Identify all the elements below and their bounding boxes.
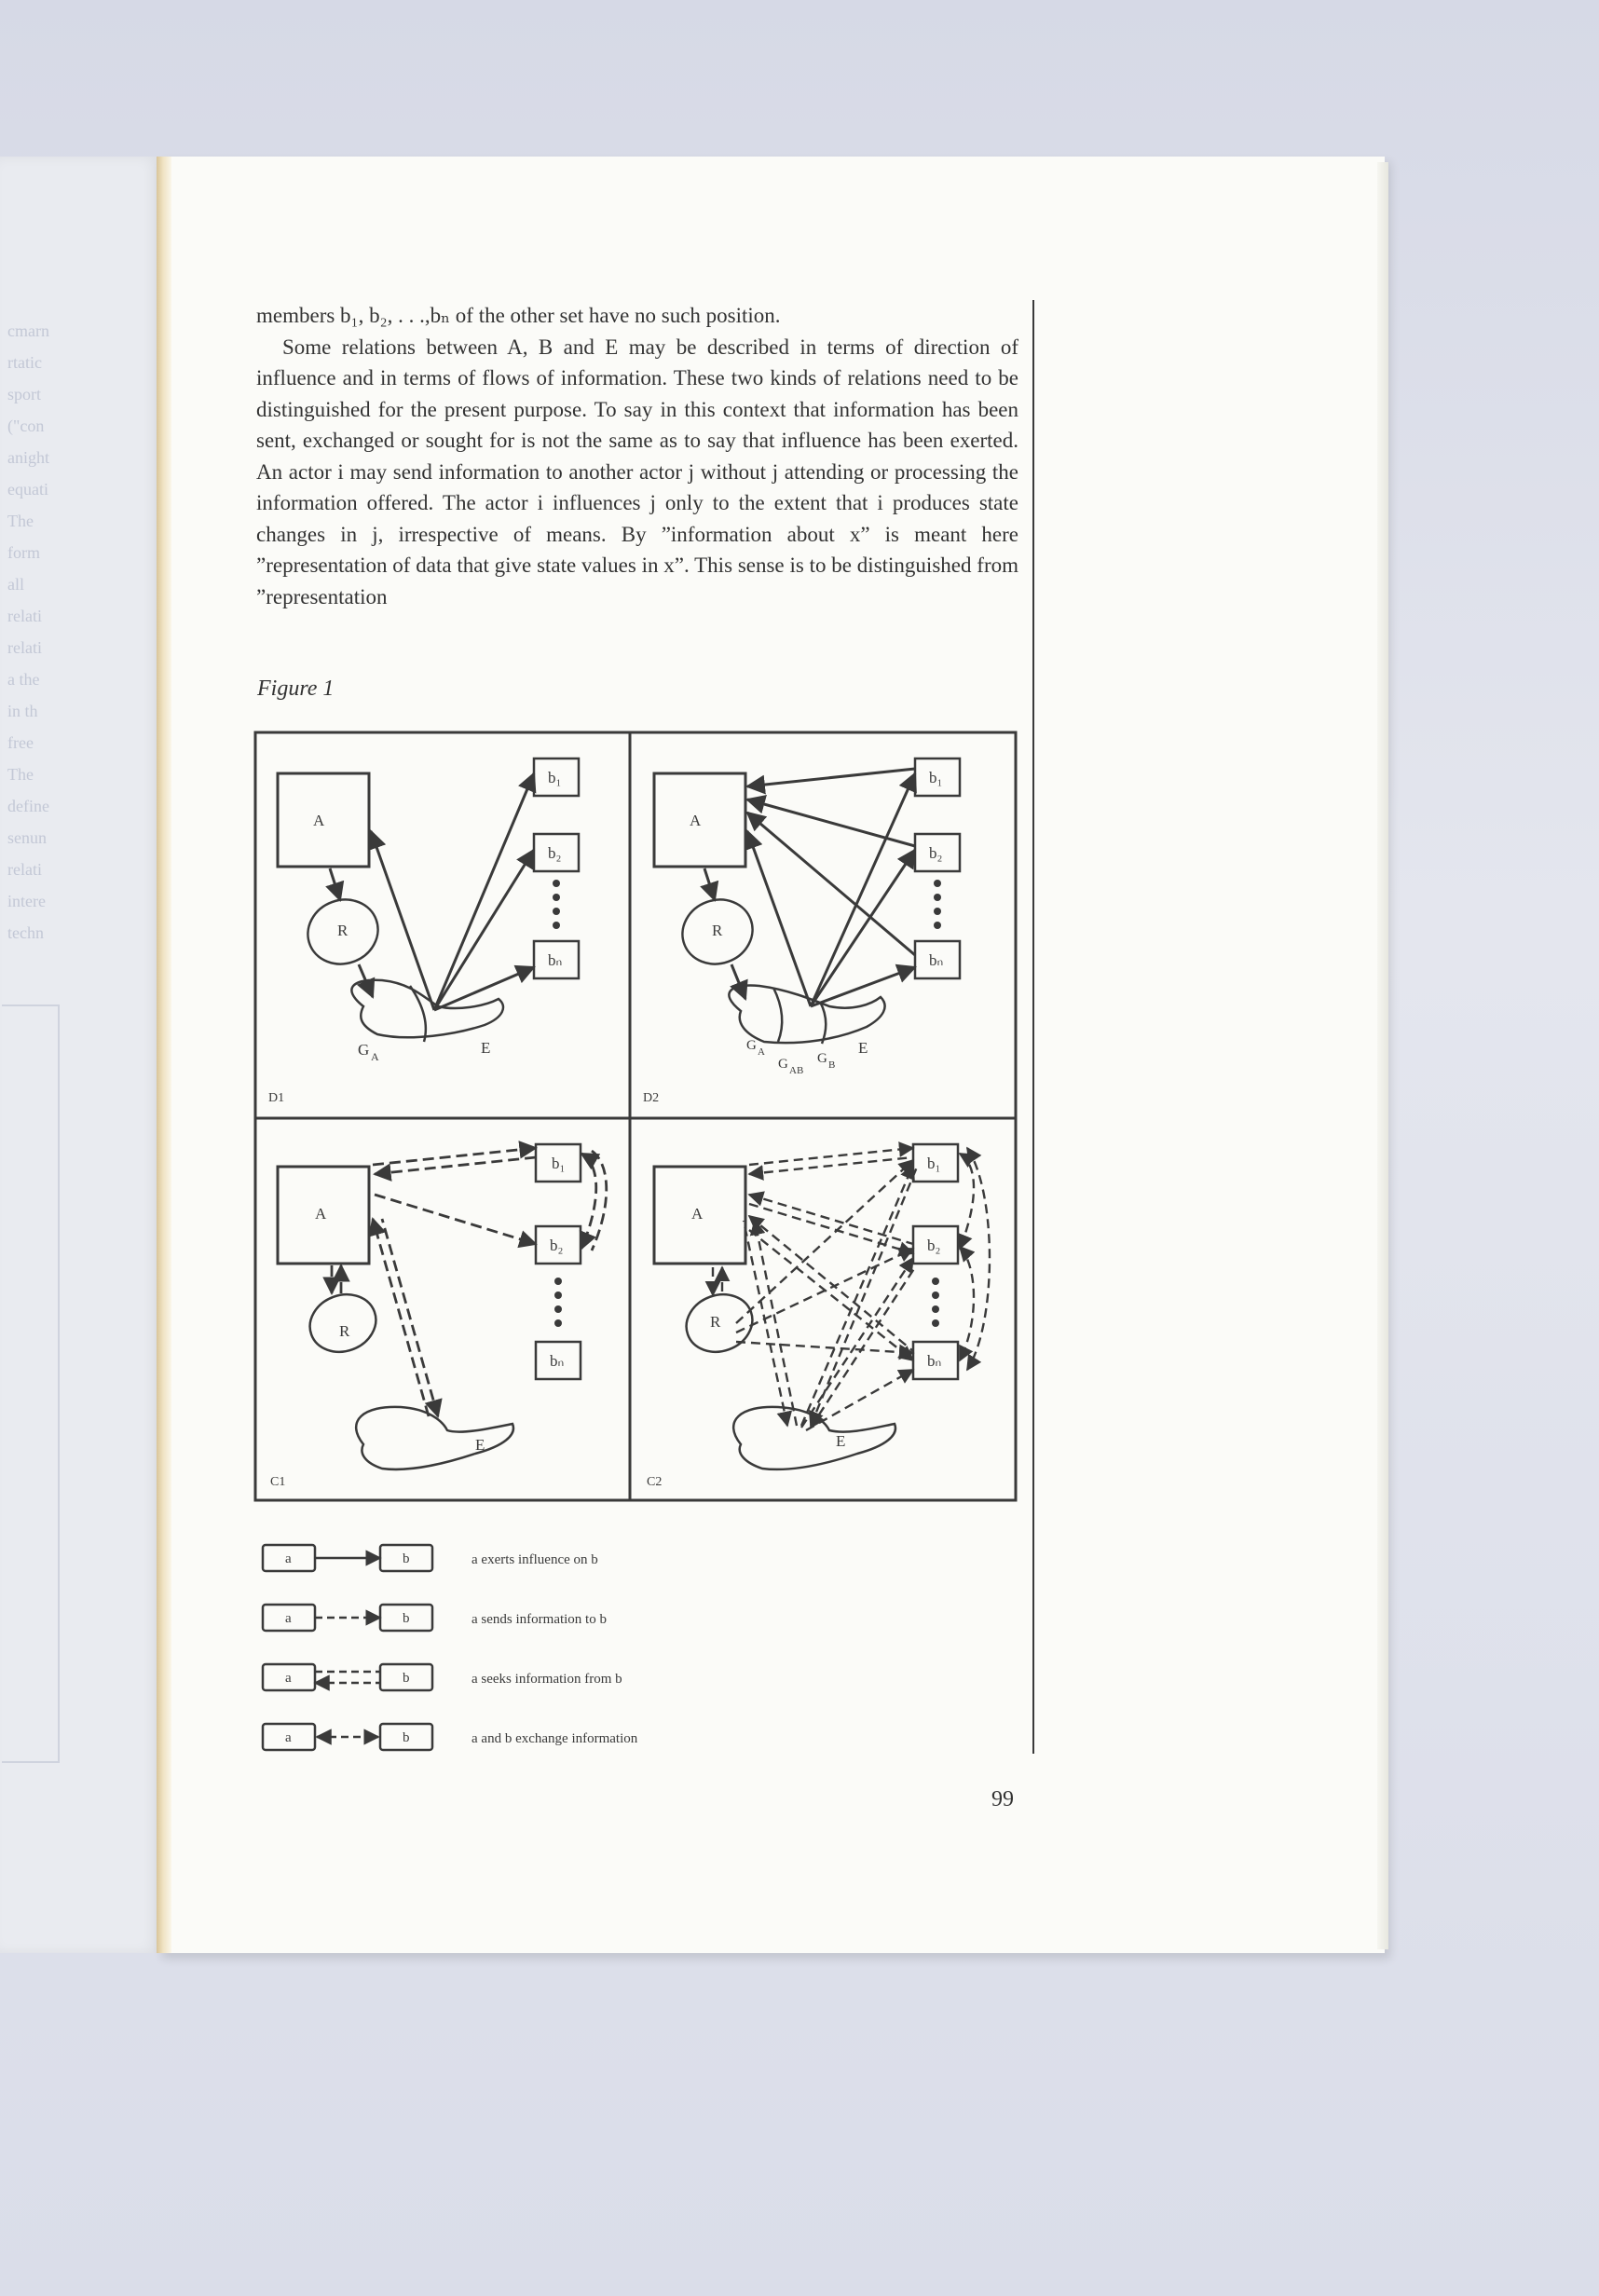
label-b1: b₁ xyxy=(927,1155,941,1172)
label-a: A xyxy=(690,812,702,829)
label-b2: b₂ xyxy=(929,844,943,862)
label-ga-sub: A xyxy=(371,1050,379,1063)
label-gab-sub: AB xyxy=(789,1065,804,1076)
label-e: E xyxy=(475,1436,485,1454)
label-r: R xyxy=(710,1313,721,1331)
panel-label-c2: C2 xyxy=(647,1475,663,1489)
bleed-through-text: cmarn rtatic sport ("con anight equati The form all relati relati a the in th free The define senun relati intere techn xyxy=(7,321,49,942)
label-gab: G xyxy=(778,1057,788,1072)
margin-rule xyxy=(1032,300,1034,1754)
legend-node-a: a xyxy=(285,1551,292,1566)
panel-label-c1: C1 xyxy=(270,1475,286,1489)
label-bn: bₙ xyxy=(927,1352,942,1370)
label-bn: bₙ xyxy=(929,951,944,969)
legend-text-seeks: a seeks information from b xyxy=(472,1672,622,1687)
legend-node-b: b xyxy=(403,1611,410,1626)
figure-1 xyxy=(252,727,1025,1752)
panel-c1 xyxy=(332,1148,607,1416)
label-b2: b₂ xyxy=(927,1237,941,1254)
binding-gutter xyxy=(157,157,171,1953)
label-bn: bₙ xyxy=(550,1352,565,1370)
panel-c2 xyxy=(713,1148,990,1430)
panel-d1 xyxy=(278,758,579,1042)
left-facing-page xyxy=(0,157,160,1953)
label-r: R xyxy=(339,1322,350,1340)
panel-label-d1: D1 xyxy=(268,1091,285,1105)
panel-label-d2: D2 xyxy=(643,1091,660,1105)
label-r: R xyxy=(712,922,723,939)
label-e: E xyxy=(481,1039,491,1057)
figure-caption: Figure 1 xyxy=(257,676,335,701)
body-text xyxy=(256,300,1018,612)
panel-c2-dots xyxy=(932,1278,939,1327)
label-e: E xyxy=(836,1432,846,1450)
legend-node-a: a xyxy=(285,1611,292,1626)
figure-legend xyxy=(263,1545,432,1750)
legend-node-b: b xyxy=(403,1551,410,1566)
figure-svg xyxy=(252,727,1025,1752)
panel-d2 xyxy=(654,758,960,1044)
legend-node-a: a xyxy=(285,1730,292,1745)
label-ga-sub: A xyxy=(758,1046,765,1058)
label-ga: G xyxy=(358,1041,370,1059)
panel-c1-solid xyxy=(278,1144,581,1469)
legend-node-b: b xyxy=(403,1730,410,1745)
label-ga: G xyxy=(746,1038,757,1053)
label-e: E xyxy=(858,1039,868,1057)
node-e-blob xyxy=(733,1407,895,1469)
label-b2: b₂ xyxy=(550,1237,564,1254)
panel-c1-dots xyxy=(554,1278,562,1327)
label-b1: b₁ xyxy=(552,1155,566,1172)
page-number: 99 xyxy=(991,1787,1014,1811)
panel-d1-dots xyxy=(553,880,560,929)
label-gb: G xyxy=(817,1051,827,1066)
legend-node-b: b xyxy=(403,1671,410,1686)
text-line-continuation: members b₁, b₂, . . .,bₙ of the other set have no such position. xyxy=(256,304,781,327)
legend-text-sends: a sends information to b xyxy=(472,1612,607,1627)
text-paragraph: Some relations between A, B and E may be described in terms of direction of influence and in terms of flows of information. These two kinds of relations need to be distinguished for the present purpose. To say in this context that information has been sent, exchanged or sought for is not the same as to say that influence has been exerted. An actor i may send information to another actor j without j attending or processing the information offered. The actor i influences j only to the extent that i produces state changes in j, irrespective of means. By ”information about x” is meant here ”representation of data that give state values in x”. This sense is to be distinguished from ”representation xyxy=(256,335,1018,608)
label-gb-sub: B xyxy=(828,1059,836,1071)
label-a: A xyxy=(691,1205,704,1223)
legend-text-influence: a exerts influence on b xyxy=(472,1552,598,1567)
node-e-blob xyxy=(356,1407,513,1469)
label-bn: bₙ xyxy=(548,951,563,969)
label-a: A xyxy=(313,812,325,829)
legend-node-a: a xyxy=(285,1671,292,1686)
bleed-through-box xyxy=(2,1004,60,1763)
label-b2: b₂ xyxy=(548,844,562,862)
legend-text-exchange: a and b exchange information xyxy=(472,1731,638,1746)
label-b1: b₁ xyxy=(548,769,562,786)
label-r: R xyxy=(337,922,348,939)
label-b1: b₁ xyxy=(929,769,943,786)
node-ga-division xyxy=(410,986,426,1042)
label-a: A xyxy=(315,1205,327,1223)
page-edge xyxy=(1377,162,1388,1949)
panel-d2-dots xyxy=(934,880,941,929)
